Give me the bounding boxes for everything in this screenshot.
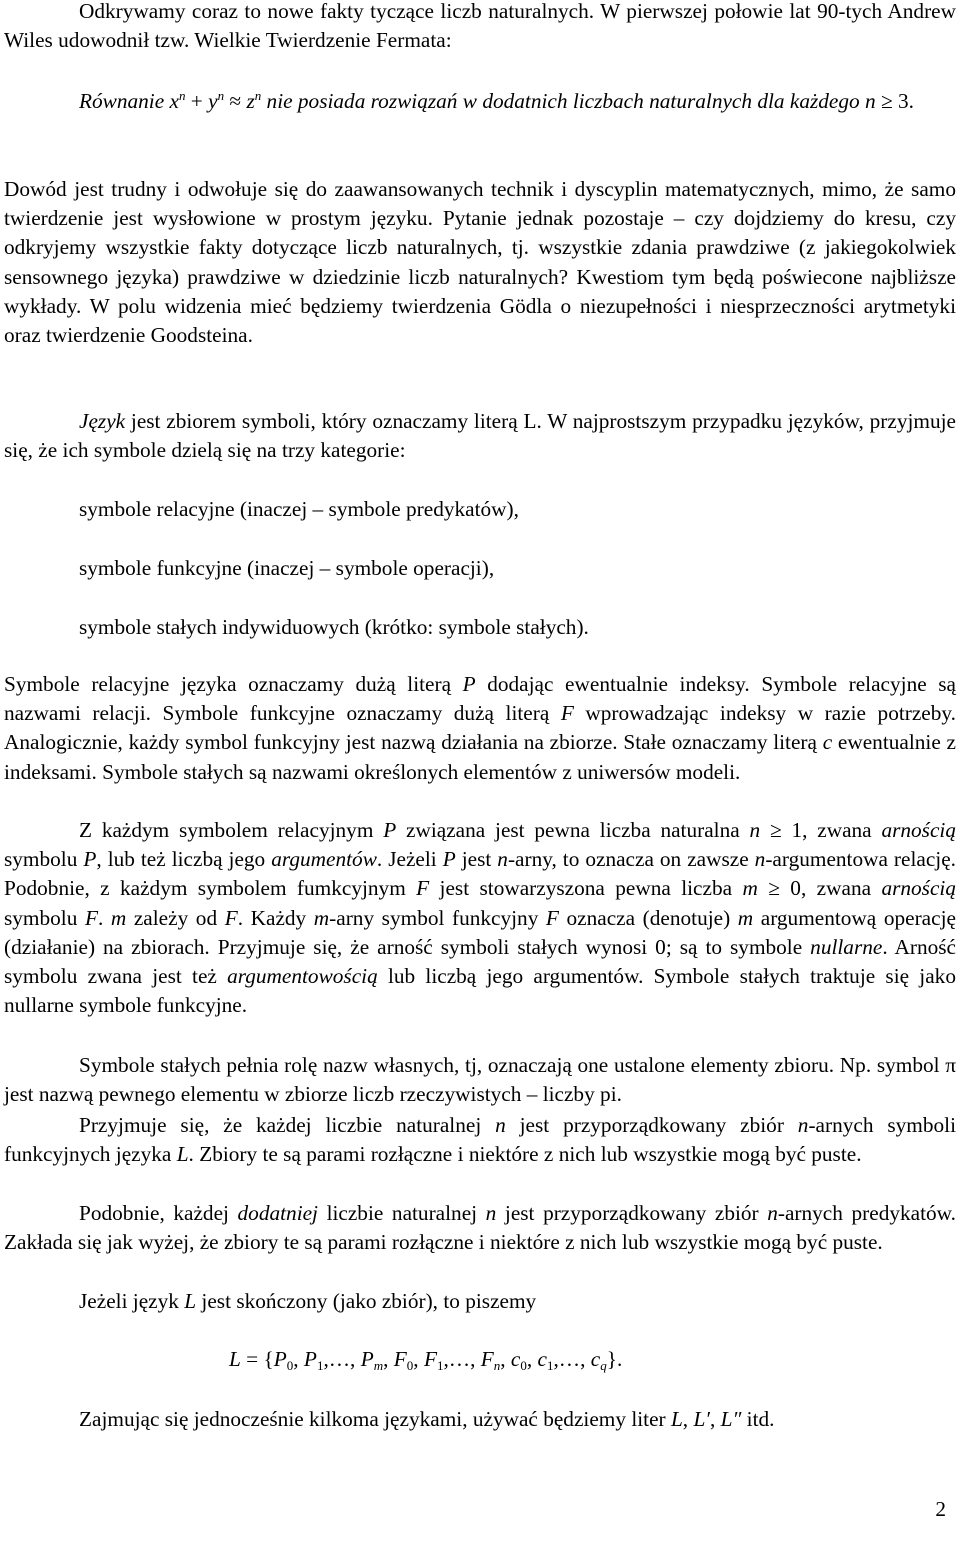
predicates-assignment-paragraph: Podobnie, każdej dodatniej liczbie naturalnej n jest przyporządkowany zbiór n-arnych predykatów. Zakłada się jak wyżej, że zbiory te są parami rozłączne i niektóre z nich lub wszystkie mogą być puste. <box>4 1201 956 1255</box>
proof-paragraph: Dowód jest trudny i odwołuje się do zaawansowanych technik i dyscyplin matematycznych, mimo, że samo twierdzenie jest wysłowione w prostym języku. Pytanie jednak pozostaje – czy dojdziemy do kresu, czy odkryjemy wszystkie fakty dotyczące liczb naturalnych, tj. wszystkie zdania prawdziwe (z jakiegokolwiek sensownego języka) prawdziwe w dziedzinie liczb naturalnych? Kwestiom tym będą poświecone najbliższe wykłady. W polu widzenia mieć będziemy twierdzenia Gödla o niezupełności i niesprzeczności arytmetyki oraz twierdzenie Goodsteina. <box>4 177 956 348</box>
constants-paragraph: Symbole stałych pełnia rolę nazw własnych, tj, oznaczają one ustalone elementy zbioru. Np. symbol π jest nazwą pewnego elementu w zbiorze liczb rzeczywistych – liczby pi. <box>4 1053 956 1107</box>
page-number: 2 <box>935 1497 946 1521</box>
arity-paragraph: Z każdym symbolem relacyjnym P związana jest pewna liczba naturalna n ≥ 1, zwana arnością symbolu P, lub też liczbą jego argumentów. Jeżeli P jest n-arny, to oznacza on zawsze n-argumentowa relację. Podobnie, z każdym symbolem fumkcyjnym F jest stowarzyszona pewna liczba m ≥ 0, zwana arnością symbolu F. m zależy od F. Każdy m-arny symbol funkcyjny F oznacza (denotuje) m argumentową operację (działanie) na zbiorach. Przyjmuje się, że arność symboli stałych wynosi 0; są to symbole nullarne. Arność symbolu zwana jest też argumentowością lub liczbą jego argumentów. Symbole stałych traktuje się jako nullarne symbole funkcyjne. <box>4 818 956 1018</box>
symbols-notation-paragraph: Symbole relacyjne języka oznaczamy dużą literą P dodając ewentualnie indeksy. Symbole relacyjne są nazwami relacji. Symbole funkcyjne oznaczamy dużą literą F wprowadzając indeksy w razie potrzeby. Analogicznie, każdy symbol funkcyjny jest nazwą działania na zbiorze. Stałe oznaczamy literą c ewentualnie z indeksami. Symbole stałych są nazwami określonych elementów z uniwersów modeli. <box>4 672 956 784</box>
fermat-theorem: Równanie $x^n + y^n \approx z^n$ nie posiada rozwiązań w dodatnich liczbach naturalnych dla każdego n ≥ 3. <box>79 88 914 113</box>
function-symbols-assignment-paragraph: Przyjmuje się, że każdej liczbie naturalnej n jest przyporządkowany zbiór n-arnych symboli funkcyjnych języka L. Zbiory te są parami rozłączne i niektóre z nich lub wszystkie mogą być puste. <box>4 1113 956 1167</box>
finite-language-paragraph: Jeżeli język L jest skończony (jako zbiór), to piszemy <box>79 1289 537 1313</box>
language-definition-paragraph: Język jest zbiorem symboli, który oznaczamy literą L. W najprostszym przypadku języków, przyjmuje się, że ich symbole dzielą się na trzy kategorie: <box>4 409 956 463</box>
multiple-languages-paragraph: Zajmując się jednocześnie kilkoma językami, używać będziemy liter L, L′, L″ itd. <box>79 1407 775 1431</box>
list-item-constant-symbols: symbole stałych indywiduowych (krótko: symbole stałych). <box>79 615 589 639</box>
list-item-function-symbols: symbole funkcyjne (inaczej – symbole operacji), <box>79 556 495 580</box>
intro-paragraph: Odkrywamy coraz to nowe fakty tyczące liczb naturalnych. W pierwszej połowie lat 90-tych Andrew Wiles udowodnił tzw. Wielkie Twierdzenie Fermata: <box>4 0 956 53</box>
list-item-relation-symbols: symbole relacyjne (inaczej – symbole predykatów), <box>79 497 519 521</box>
language-formula: $L = \{P_0$, $P_1,\dots$, $P_m$, $F_0$, $F_1,\dots$, $F_n$, $c_0$, $c_1,\dots$, $c_q$}. <box>229 1347 623 1373</box>
